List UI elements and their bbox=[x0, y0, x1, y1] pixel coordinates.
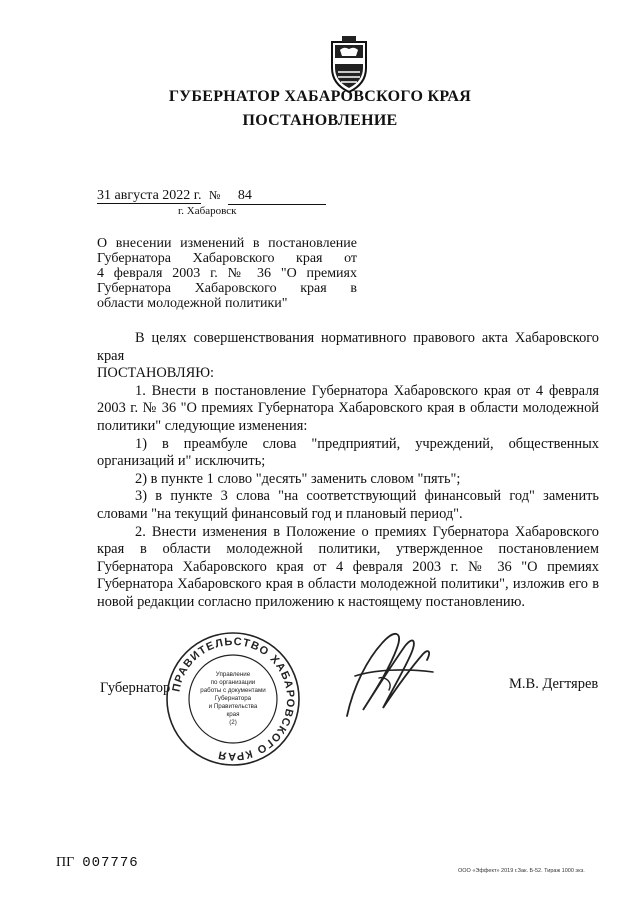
preamble-paragraph: В целях совершенствования нормативного правового акта Хабаровского края bbox=[97, 330, 599, 364]
item-1-paragraph: 1. Внести в постановление Губернатора Хабаровского края от 4 февраля 2003 г. № 36 "О премиях Губернатора Хабаровского края в области молодежной политики" следующие изменения: bbox=[97, 382, 599, 434]
seal-center-line: края bbox=[226, 711, 240, 718]
subject-line: Губернатора Хабаровского края в bbox=[97, 281, 357, 296]
form-serial bbox=[56, 855, 139, 871]
seal-center-line: (2) bbox=[229, 719, 237, 726]
item-2-paragraph: 2. Внести изменения в Положение о премиях Губернатора Хабаровского края в области молодежной политики, утвержденное постановлением Губернатора Хабаровского края от 4 февраля 2003 г. № 36 "О премиях Губернатора Хабаровского края в области молодежной политики", изложив его в новой редакции согласно приложению к настоящему постановлению. bbox=[97, 523, 599, 610]
seal-ring-text: ПРАВИТЕЛЬСТВО ХАБАРОВСКОГО КРАЯ bbox=[170, 635, 297, 763]
form-serial-number: 007776 bbox=[82, 855, 139, 871]
document-body bbox=[97, 330, 599, 612]
authority-title: ГУБЕРНАТОР ХАБАРОВСКОГО КРАЯ bbox=[168, 88, 472, 105]
signatory-position: Губернатор bbox=[100, 680, 171, 696]
document-number: 84 bbox=[228, 188, 326, 205]
seal-center-line: работы с документами bbox=[200, 687, 266, 694]
subitem-2-paragraph: 2) в пункте 1 слово "десять" заменить словом "пять"; bbox=[135, 470, 461, 487]
handwritten-signature bbox=[333, 618, 443, 728]
document-date: 31 августа 2022 г. bbox=[97, 188, 202, 203]
subject-line: Губернатора Хабаровского края от bbox=[97, 251, 357, 266]
printer-imprint: ООО «Эффект» 2019 г.Зак. Б-52. Тираж 1000 экз. bbox=[458, 868, 585, 874]
subject-line: О внесении изменений в постановление bbox=[97, 236, 357, 251]
seal-center-line: Управление bbox=[215, 671, 251, 678]
form-series: ПГ bbox=[56, 855, 75, 870]
document-city: г. Хабаровск bbox=[178, 205, 237, 217]
seal-center-line: по организации bbox=[210, 679, 256, 686]
number-label: № bbox=[208, 188, 221, 202]
document-type-title: ПОСТАНОВЛЕНИЕ bbox=[242, 112, 398, 129]
official-seal bbox=[164, 630, 302, 768]
document-subject bbox=[97, 236, 357, 311]
coat-of-arms-icon bbox=[326, 36, 372, 94]
document-date-line bbox=[97, 188, 326, 205]
subject-line: области молодежной политики" bbox=[97, 296, 288, 311]
seal-center-line: Губернатора bbox=[214, 695, 252, 702]
subitem-3-paragraph: 3) в пункте 3 слова "на соответствующий финансовый год" заменить словами "на текущий финансовый год и плановый период". bbox=[97, 488, 599, 522]
resolve-heading: ПОСТАНОВЛЯЮ: bbox=[97, 365, 215, 382]
signatory-name: М.В. Дегтярев bbox=[509, 676, 599, 692]
subject-line: 4 февраля 2003 г. № 36 "О премиях bbox=[97, 266, 357, 281]
seal-center-line: и Правительства bbox=[208, 703, 258, 710]
subitem-1-paragraph: 1) в преамбуле слова "предприятий, учреждений, общественных организаций и" исключить; bbox=[97, 435, 599, 470]
